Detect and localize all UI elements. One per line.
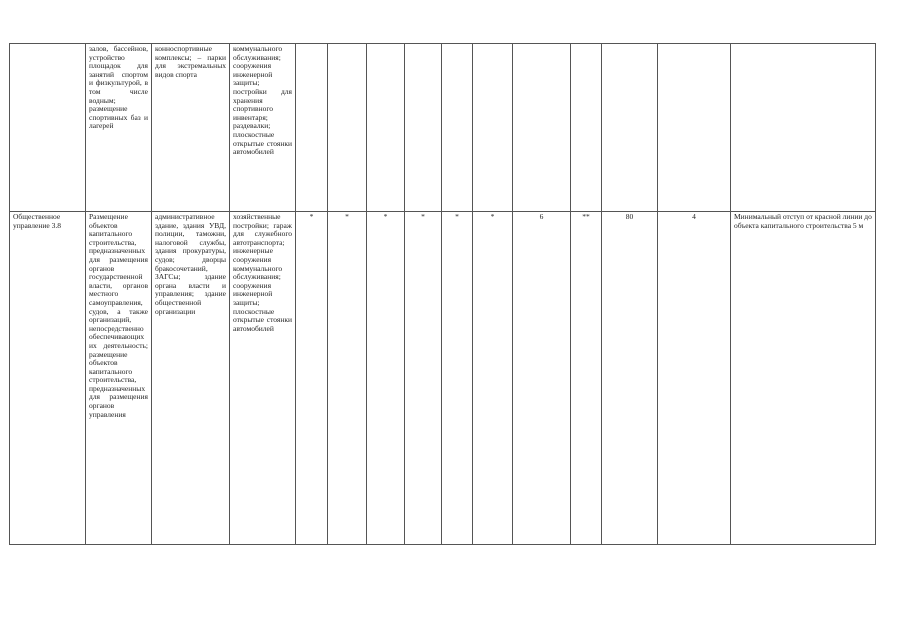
param-cell [296, 44, 328, 212]
use-type-name-cell [10, 44, 86, 212]
param-cell [571, 44, 602, 212]
param-cell: 6 [513, 212, 571, 545]
param-cell [405, 44, 442, 212]
notes-cell [731, 44, 876, 212]
param-cell [602, 44, 658, 212]
use-type-name-cell: Общественное управление 3.8 [10, 212, 86, 545]
param-cell: * [328, 212, 367, 545]
param-cell: * [473, 212, 513, 545]
land-use-regulations-table [9, 43, 876, 545]
param-cell [513, 44, 571, 212]
auxiliary-uses-cell: коммунального обслуживания; сооружения инженерной защиты; постройки для хранения спортивного инвентаря; раздевалки; плоскостные открытые стоянки автомобилей [230, 44, 296, 212]
param-cell [367, 44, 405, 212]
param-cell [328, 44, 367, 212]
param-cell: * [296, 212, 328, 545]
param-cell: * [405, 212, 442, 545]
use-description-cell: Размещение объектов капитального строительства, предназначенных для размещения органов государственной власти, органов местного самоуправления, судов, а также организаций, непосредственно обеспечивающих их деятельность; размещение объектов капитального строительства, предназначенных для размещения органов управления [86, 212, 152, 545]
param-cell: 80 [602, 212, 658, 545]
table-row [10, 44, 876, 212]
param-cell [442, 44, 473, 212]
table-row [10, 212, 876, 545]
param-cell [473, 44, 513, 212]
use-description-cell: залов, бассейнов, устройство площадок для занятий спортом и физкультурой, в том числе водным; размещение спортивных баз и лагерей [86, 44, 152, 212]
allowed-objects-cell: административное здание, здания УВД, полиции, таможни, налоговой службы, здания прокуратуры, судов; дворцы бракосочетаний, ЗАГСы; здание органа власти и управления; здание общественной организации [152, 212, 230, 545]
param-cell: ** [571, 212, 602, 545]
param-cell: * [442, 212, 473, 545]
param-cell: * [367, 212, 405, 545]
param-cell [658, 44, 731, 212]
param-cell: 4 [658, 212, 731, 545]
allowed-objects-cell: конноспортивные комплексы; – парки для экстремальных видов спорта [152, 44, 230, 212]
auxiliary-uses-cell: хозяйственные постройки; гараж для служебного автотранспорта; инженерные сооружения коммунального обслуживания; сооружения инженерной защиты; плоскостные открытые стоянки автомобилей [230, 212, 296, 545]
notes-cell: Минимальный отступ от красной линии до объекта капитального строительства 5 м [731, 212, 876, 545]
